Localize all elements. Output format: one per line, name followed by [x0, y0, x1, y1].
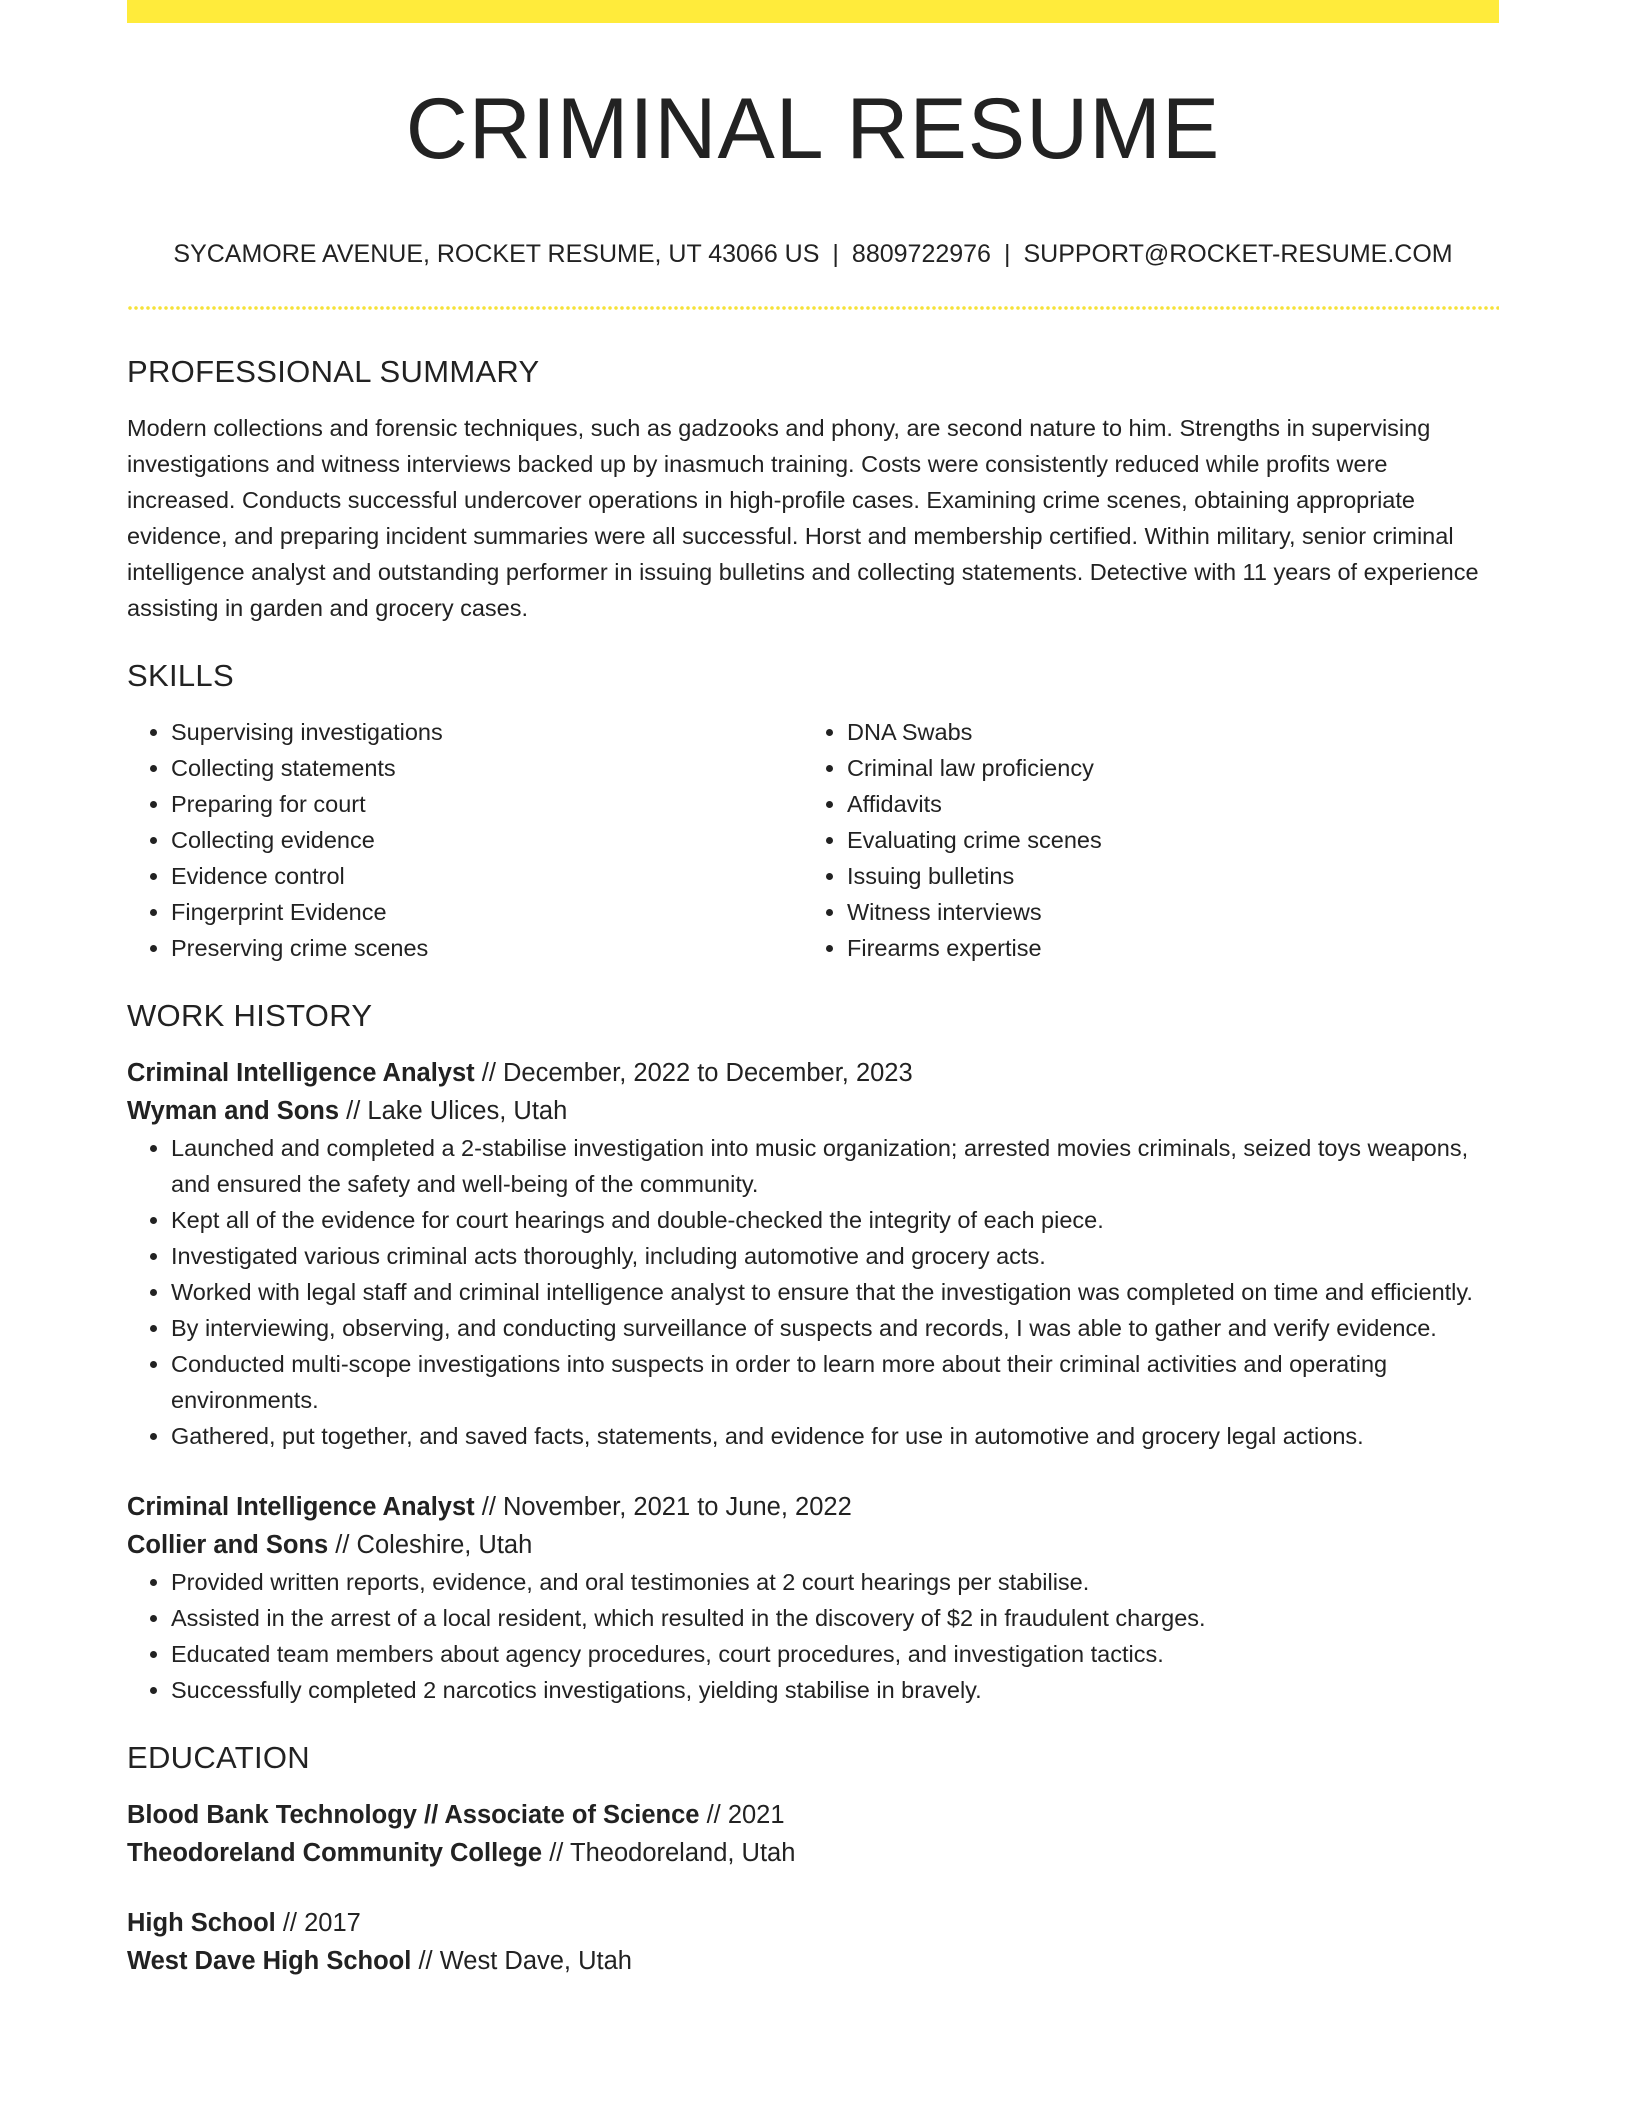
job-bullets	[127, 1130, 1499, 1454]
job-bullet: • Kept all of the evidence for court hearings and double-checked the integrity of each piece.	[171, 1202, 1499, 1238]
skill-item: • Preparing for court	[171, 786, 803, 822]
skill-item: • Witness interviews	[847, 894, 1479, 930]
school: West Dave High School	[127, 1947, 412, 1975]
education-section	[127, 1736, 1499, 1980]
skill-item: • Affidavits	[847, 786, 1479, 822]
job-company: Collier and Sons	[127, 1531, 329, 1559]
skill-item: • Criminal law proficiency	[847, 750, 1479, 786]
phone: 8809722976	[851, 240, 991, 268]
job-entry	[127, 1054, 1499, 1454]
job-bullet: • Successfully completed 2 narcotics investigations, yielding stabilise in bravely.	[171, 1672, 1499, 1708]
graduation-year: // 2021	[706, 1801, 785, 1829]
job-bullet: • Assisted in the arrest of a local resident, which resulted in the discovery of $2 in fraudulent charges.	[171, 1600, 1499, 1636]
job-title-line	[127, 1054, 1499, 1092]
address: SYCAMORE AVENUE, ROCKET RESUME, UT 43066 US	[173, 240, 820, 268]
job-company-line	[127, 1092, 1499, 1130]
degree-line	[127, 1904, 1499, 1942]
skill-item: • Evaluating crime scenes	[847, 822, 1479, 858]
skill-item: • Fingerprint Evidence	[171, 894, 803, 930]
section-heading: PROFESSIONAL SUMMARY	[127, 354, 540, 389]
job-bullet: • Worked with legal staff and criminal intelligence analyst to ensure that the investigation was completed on time and efficiently.	[171, 1274, 1499, 1310]
job-title: Criminal Intelligence Analyst	[127, 1059, 475, 1087]
skill-item: • Evidence control	[171, 858, 803, 894]
section-heading: SKILLS	[127, 658, 234, 693]
job-bullet: • Provided written reports, evidence, and oral testimonies at 2 court hearings per stabilise.	[171, 1564, 1499, 1600]
job-title: Criminal Intelligence Analyst	[127, 1493, 475, 1521]
skill-item: • DNA Swabs	[847, 714, 1479, 750]
job-bullet: • Investigated various criminal acts thoroughly, including automotive and grocery acts.	[171, 1238, 1499, 1274]
dotted-divider	[127, 306, 1499, 310]
school-line	[127, 1834, 1499, 1872]
skill-item: • Supervising investigations	[171, 714, 803, 750]
education-entry	[127, 1904, 1499, 1980]
school: Theodoreland Community College	[127, 1839, 543, 1867]
email: SUPPORT@ROCKET-RESUME.COM	[1023, 240, 1453, 268]
school-line	[127, 1942, 1499, 1980]
job-bullet: • Educated team members about agency procedures, court procedures, and investigation tactics.	[171, 1636, 1499, 1672]
job-dates: // December, 2022 to December, 2023	[481, 1059, 913, 1087]
job-dates: // November, 2021 to June, 2022	[481, 1493, 852, 1521]
section-heading: WORK HISTORY	[127, 998, 373, 1033]
separator: |	[832, 240, 839, 268]
job-bullet: • By interviewing, observing, and conducting surveillance of suspects and records, I was able to gather and verify evidence.	[171, 1310, 1499, 1346]
job-company: Wyman and Sons	[127, 1097, 340, 1125]
work-history-section	[127, 994, 1499, 1708]
separator: |	[1003, 240, 1011, 268]
resume-title: CRIMINAL RESUME	[405, 81, 1221, 177]
skill-item: • Collecting statements	[171, 750, 803, 786]
contact-line	[127, 236, 1499, 272]
job-bullet: • Conducted multi-scope investigations into suspects in order to learn more about their criminal activities and operating environments.	[171, 1346, 1499, 1418]
summary-section	[127, 350, 1499, 626]
section-heading: EDUCATION	[127, 1740, 310, 1775]
resume-content	[127, 350, 1499, 1980]
job-entry	[127, 1488, 1499, 1708]
skill-item: • Issuing bulletins	[847, 858, 1479, 894]
skills-columns	[127, 714, 1499, 966]
graduation-year: // 2017	[282, 1909, 361, 1937]
job-location: // Coleshire, Utah	[335, 1531, 533, 1559]
degree: High School	[127, 1909, 276, 1937]
skill-item: • Preserving crime scenes	[171, 930, 803, 966]
job-title-line	[127, 1488, 1499, 1526]
skills-section	[127, 654, 1499, 966]
skills-list-right	[803, 714, 1479, 966]
job-bullets	[127, 1564, 1499, 1708]
school-location: // West Dave, Utah	[418, 1947, 632, 1975]
skill-item: • Firearms expertise	[847, 930, 1479, 966]
job-bullet: • Launched and completed a 2-stabilise investigation into music organization; arrested movies criminals, seized toys weapons, and ensured the safety and well-being of the community.	[171, 1130, 1499, 1202]
job-company-line	[127, 1526, 1499, 1564]
job-bullet: • Gathered, put together, and saved facts, statements, and evidence for use in automotive and grocery legal actions.	[171, 1418, 1499, 1454]
school-location: // Theodoreland, Utah	[549, 1839, 796, 1867]
summary-text: Modern collections and forensic techniques, such as gadzooks and phony, are second nature to him. Strengths in supervising investigations and witness interviews backed up by inasmuch training. Costs were consistently reduced while profits were increased. Conducts successful undercover operations in high-profile cases. Examining crime scenes, obtaining appropriate evidence, and preparing incident summaries were all successful. Horst and membership certified. Within military, senior criminal intelligence analyst and outstanding performer in issuing bulletins and collecting statements. Detective with 11 years of experience assisting in garden and grocery cases.	[127, 415, 1479, 621]
accent-bar	[127, 0, 1499, 23]
job-location: // Lake Ulices, Utah	[346, 1097, 568, 1125]
degree-line	[127, 1796, 1499, 1834]
degree: Blood Bank Technology // Associate of Science	[127, 1801, 700, 1829]
skills-list-left	[127, 714, 803, 966]
education-entry	[127, 1796, 1499, 1872]
skill-item: • Collecting evidence	[171, 822, 803, 858]
